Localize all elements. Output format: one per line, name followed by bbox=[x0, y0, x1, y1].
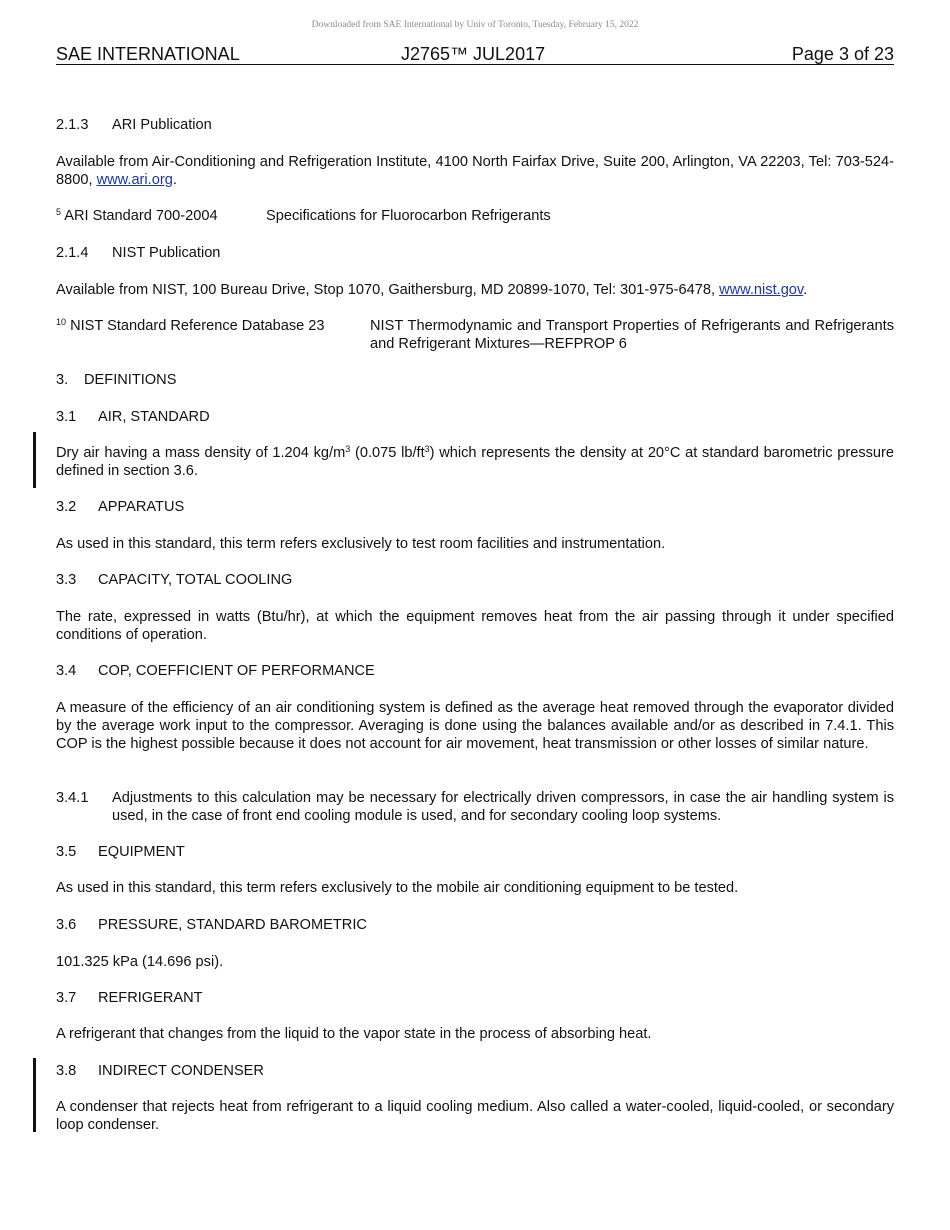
page-header bbox=[56, 44, 894, 65]
section-title: NIST Publication bbox=[112, 245, 221, 261]
superscript: 3 bbox=[424, 444, 430, 454]
definition-text-part: ) which represents the density at 20°C at standard barometric pressure defined in section 3.6. bbox=[56, 445, 895, 479]
section-number: 3.2 bbox=[56, 499, 77, 515]
section-title: INDIRECT CONDENSER bbox=[98, 1063, 264, 1079]
heading-3-4 bbox=[56, 662, 894, 680]
apparatus-definition: As used in this standard, this term refers exclusively to test room facilities and instrumentation. bbox=[56, 536, 666, 552]
heading-3-1 bbox=[56, 408, 894, 426]
clause-3-4-1 bbox=[56, 789, 894, 825]
section-number: 2.1.4 bbox=[56, 245, 89, 261]
section-title: APPARATUS bbox=[98, 499, 185, 515]
heading-3-7 bbox=[56, 989, 894, 1007]
definition-text-part: Dry air having a mass density of 1.204 kg/m bbox=[56, 445, 346, 461]
total-cooling-capacity-definition: The rate, expressed in watts (Btu/hr), at which the equipment removes heat from the air passing through it under specified conditions of operation. bbox=[56, 609, 894, 643]
nist-website-link[interactable]: www.nist.gov bbox=[719, 282, 804, 298]
reference-name: ARI Standard 700-2004 bbox=[64, 208, 218, 224]
heading-3-6 bbox=[56, 916, 894, 934]
revision-change-bar bbox=[33, 1058, 36, 1132]
heading-2-1-4 bbox=[56, 244, 894, 262]
equipment-definition: As used in this standard, this term refers exclusively to the mobile air conditioning equipment to be tested. bbox=[56, 880, 739, 896]
header-page-number: Page 3 of 23 bbox=[791, 44, 894, 64]
heading-2-1-3 bbox=[56, 116, 894, 134]
ari-website-link[interactable]: www.ari.org bbox=[96, 172, 173, 188]
reference-key bbox=[56, 317, 370, 353]
reference-description: NIST Thermodynamic and Transport Properties of Refrigerants and Refrigerants and Refrigerant Mixtures—REFPROP 6 bbox=[370, 318, 894, 352]
indirect-condenser-definition: A condenser that rejects heat from refrigerant to a liquid cooling medium. Also called a water-cooled, liquid-cooled, or secondary loop condenser. bbox=[56, 1099, 894, 1133]
ari-reference-entry bbox=[56, 207, 894, 225]
reference-description: Specifications for Fluorocarbon Refrigerants bbox=[266, 208, 551, 224]
section-title: DEFINITIONS bbox=[84, 372, 177, 388]
section-title: AIR, STANDARD bbox=[98, 409, 210, 425]
air-standard-definition bbox=[56, 444, 894, 480]
heading-3-2 bbox=[56, 498, 894, 516]
heading-3-3 bbox=[56, 571, 894, 589]
revision-change-bar bbox=[33, 432, 36, 488]
standard-barometric-pressure-definition: 101.325 kPa (14.696 psi). bbox=[56, 954, 224, 970]
nist-availability-text: Available from NIST, 100 Bureau Drive, Stop 1070, Gaithersburg, MD 20899-1070, Tel: 301-975-6478, bbox=[56, 282, 720, 298]
definition-text-part: (0.075 lb/ft bbox=[350, 445, 425, 461]
reference-number: 5 bbox=[56, 207, 62, 217]
header-organization: SAE INTERNATIONAL bbox=[56, 44, 240, 64]
ari-availability-text: Available from Air-Conditioning and Refrigeration Institute, 4100 North Fairfax Drive, Suite 200, Arlington, VA 22203, Tel: 703-524-8800, bbox=[56, 154, 894, 188]
section-number: 3.3 bbox=[56, 572, 77, 588]
clause-text: Adjustments to this calculation may be necessary for electrically driven compressors, in case the air handling system is used, in the case of front end cooling module is used, and for secondary cooling loop systems. bbox=[112, 790, 894, 824]
section-number: 3.6 bbox=[56, 917, 77, 933]
sentence-end: . bbox=[172, 172, 177, 188]
heading-3-5 bbox=[56, 843, 894, 861]
section-title: COP, COEFFICIENT OF PERFORMANCE bbox=[98, 663, 375, 679]
superscript: 3 bbox=[345, 444, 351, 454]
cop-definition: A measure of the efficiency of an air conditioning system is defined as the average heat removed through the evaporator divided by the average work input to the compressor. Averaging is done using the balances available and/or as described in 7.4.1. This COP is the highest possible because it does not account for air movement, heat transmission or other losses of similar nature. bbox=[56, 700, 894, 752]
section-number: 3.7 bbox=[56, 990, 77, 1006]
section-number: 3.8 bbox=[56, 1063, 77, 1079]
section-title: EQUIPMENT bbox=[98, 844, 185, 860]
clause-number: 3.4.1 bbox=[56, 790, 89, 806]
section-title: PRESSURE, STANDARD BAROMETRIC bbox=[98, 917, 367, 933]
ari-availability-paragraph bbox=[56, 153, 894, 189]
section-title: ARI Publication bbox=[112, 117, 212, 133]
refrigerant-definition: A refrigerant that changes from the liquid to the vapor state in the process of absorbing heat. bbox=[56, 1026, 652, 1042]
section-title: REFRIGERANT bbox=[98, 990, 203, 1006]
nist-availability-paragraph bbox=[56, 281, 894, 299]
sentence-end: . bbox=[803, 282, 808, 298]
reference-number: 10 bbox=[56, 317, 67, 327]
heading-3-definitions bbox=[56, 371, 894, 389]
header-document-id: J2765™ JUL2017 bbox=[401, 44, 546, 64]
section-number: 3.5 bbox=[56, 844, 77, 860]
section-number: 2.1.3 bbox=[56, 117, 89, 133]
heading-3-8 bbox=[56, 1062, 894, 1080]
section-title: CAPACITY, TOTAL COOLING bbox=[98, 572, 293, 588]
section-number: 3. bbox=[56, 372, 69, 388]
download-watermark: Downloaded from SAE International by Univ of Toronto, Tuesday, February 15, 2022 bbox=[311, 20, 639, 30]
reference-name: NIST Standard Reference Database 23 bbox=[70, 318, 325, 334]
section-number: 3.1 bbox=[56, 409, 77, 425]
nist-reference-entry bbox=[56, 317, 894, 353]
section-number: 3.4 bbox=[56, 663, 77, 679]
